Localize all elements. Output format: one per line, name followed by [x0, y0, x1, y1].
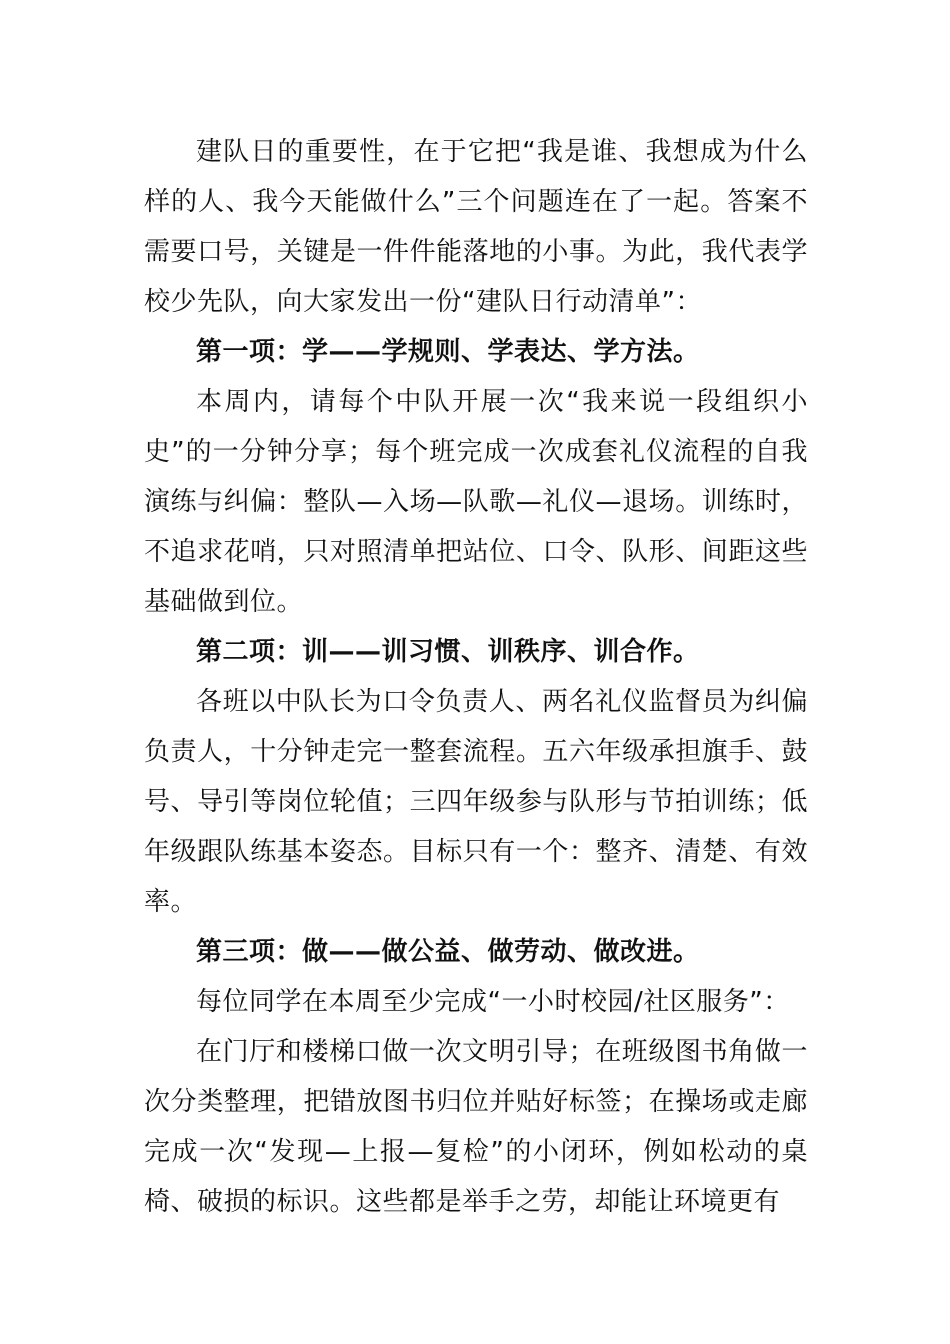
- paragraph-item-2: 各班以中队长为口令负责人、两名礼仪监督员为纠偏负责人，十分钟走完一整套流程。五六年级承担旗手、鼓号、导引等岗位轮值；三四年级参与队形与节拍训练；低年级跟队练基本姿态。目标只有一个：整齐、清楚、有效率。: [144, 687, 808, 917]
- heading-item-3: 第三项：做——做公益、做劳动、做改进。: [196, 937, 700, 967]
- document-body: [144, 127, 808, 1227]
- heading-item-1: 第一项：学——学规则、学表达、学方法。: [196, 337, 700, 367]
- paragraph-intro: 建队日的重要性，在于它把“我是谁、我想成为什么样的人、我今天能做什么”三个问题连在了一起。答案不需要口号，关键是一件件能落地的小事。为此，我代表学校少先队，向大家发出一份“建队日行动清单”：: [144, 137, 808, 317]
- paragraph-item-3-detail: 在门厅和楼梯口做一次文明引导；在班级图书角做一次分类整理，把错放图书归位并贴好标签；在操场或走廊完成一次“发现—上报—复检”的小闭环，例如松动的桌椅、破损的标识。这些都是举手之劳，却能让环境更有: [144, 1037, 808, 1217]
- heading-item-2: 第二项：训——训习惯、训秩序、训合作。: [196, 637, 700, 667]
- paragraph-item-1: 本周内，请每个中队开展一次“我来说一段组织小史”的一分钟分享；每个班完成一次成套礼仪流程的自我演练与纠偏：整队—入场—队歌—礼仪—退场。训练时，不追求花哨，只对照清单把站位、口令、队形、间距这些基础做到位。: [144, 387, 808, 617]
- paragraph-item-3-intro: 每位同学在本周至少完成“一小时校园/社区服务”：: [196, 987, 790, 1017]
